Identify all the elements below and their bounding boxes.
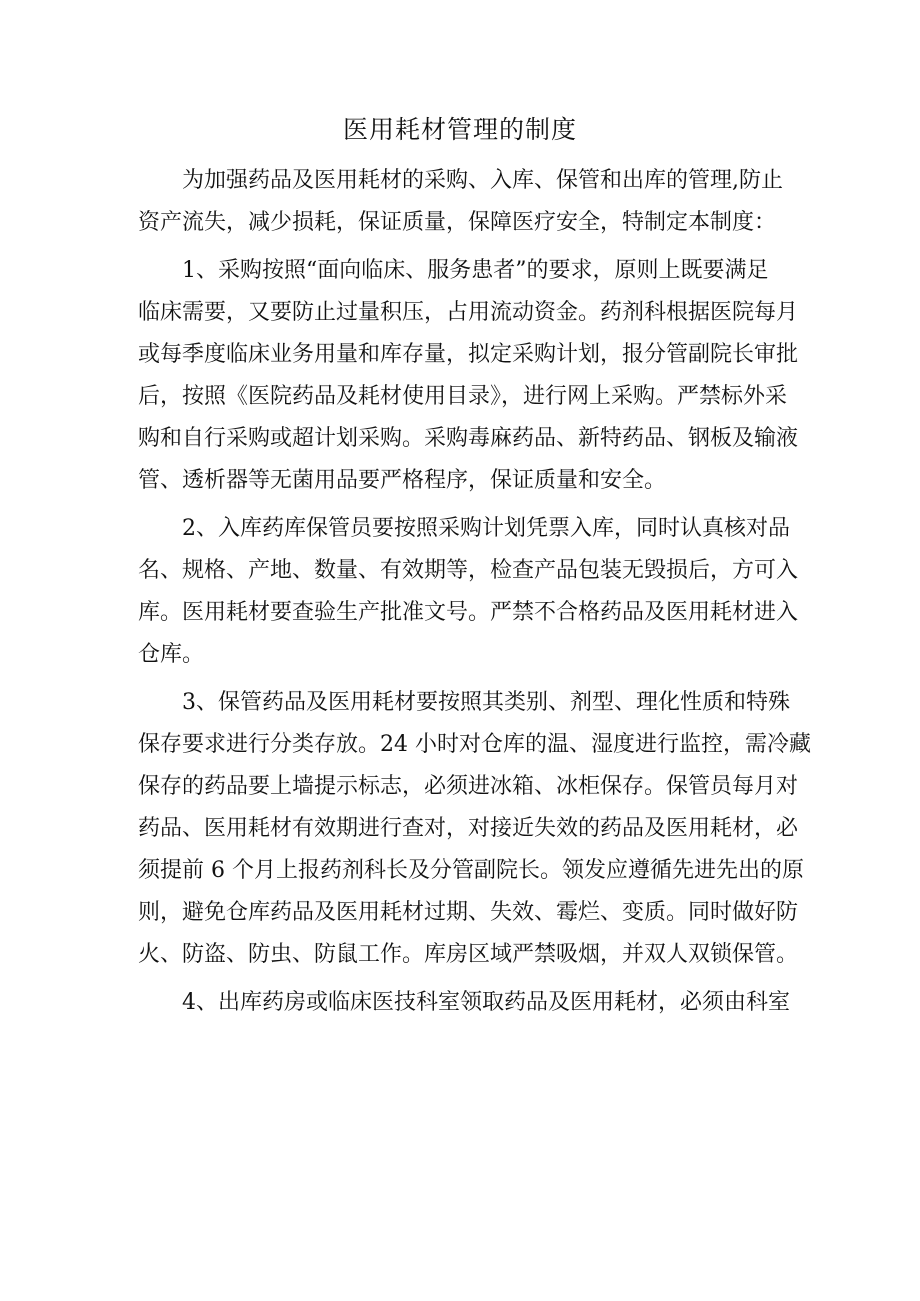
- paragraph-line: 仓库。: [138, 642, 205, 667]
- procurement-paragraph: [138, 250, 798, 502]
- paragraph-line: 库。医用耗材要查验生产批准文号。严禁不合格药品及医用耗材进入: [138, 600, 799, 625]
- intro-paragraph: [138, 160, 798, 244]
- paragraph-line: 2、入库药库保管员要按照采购计划凭票入库，同时认真核对品: [182, 516, 790, 541]
- paragraph-line: 3、保管药品及医用耗材要按照其类别、剂型、理化性质和特殊: [182, 690, 790, 715]
- document-title: 医用耗材管理的制度: [342, 115, 577, 144]
- inbound-paragraph: [138, 508, 798, 676]
- paragraph-line: 则，避免仓库药品及医用耗材过期、失效、霉烂、变质。同时做好防: [138, 900, 799, 925]
- paragraph-line: 须提前 6 个月上报药剂科长及分管副院长。领发应遵循先进先出的原: [138, 858, 804, 883]
- paragraph-line: 4、出库药房或临床医技科室领取药品及医用耗材，必须由科室: [182, 990, 790, 1015]
- paragraph-line: 为加强药品及医用耗材的采购、入库、保管和出库的管理,防止: [182, 168, 783, 193]
- paragraph-line: 或每季度临床业务用量和库存量，拟定采购计划，报分管副院长审批: [138, 342, 799, 367]
- paragraph-line: 后，按照《医院药品及耗材使用目录》，进行网上采购。严禁标外采: [138, 384, 788, 409]
- paragraph-line: 1、采购按照“面向临床、服务患者”的要求，原则上既要满足: [182, 258, 769, 283]
- outbound-paragraph: [138, 982, 798, 1024]
- paragraph-line: 资产流失，减少损耗，保证质量，保障医疗安全，特制定本制度：: [138, 210, 777, 235]
- paragraph-line: 购和自行采购或超计划采购。采购毒麻药品、新特药品、钢板及输液: [138, 426, 799, 451]
- paragraph-line: 名、规格、产地、数量、有效期等，检查产品包装无毁损后，方可入: [138, 558, 799, 583]
- paragraph-line: 保存要求进行分类存放。24 小时对仓库的温、湿度进行监控，需冷藏: [138, 732, 811, 757]
- document-body: [138, 160, 811, 1024]
- paragraph-line: 保存的药品要上墙提示标志，必须进冰箱、冰柜保存。保管员每月对: [138, 774, 799, 799]
- paragraph-line: 火、防盗、防虫、防鼠工作。库房区域严禁吸烟，并双人双锁保管。: [138, 942, 799, 967]
- storage-paragraph: [138, 682, 811, 976]
- paragraph-line: 管、透析器等无菌用品要严格程序，保证质量和安全。: [138, 468, 667, 493]
- paragraph-line: 临床需要，又要防止过量积压，占用流动资金。药剂科根据医院每月: [138, 300, 799, 325]
- paragraph-line: 药品、医用耗材有效期进行查对，对接近失效的药品及医用耗材，必: [138, 816, 799, 841]
